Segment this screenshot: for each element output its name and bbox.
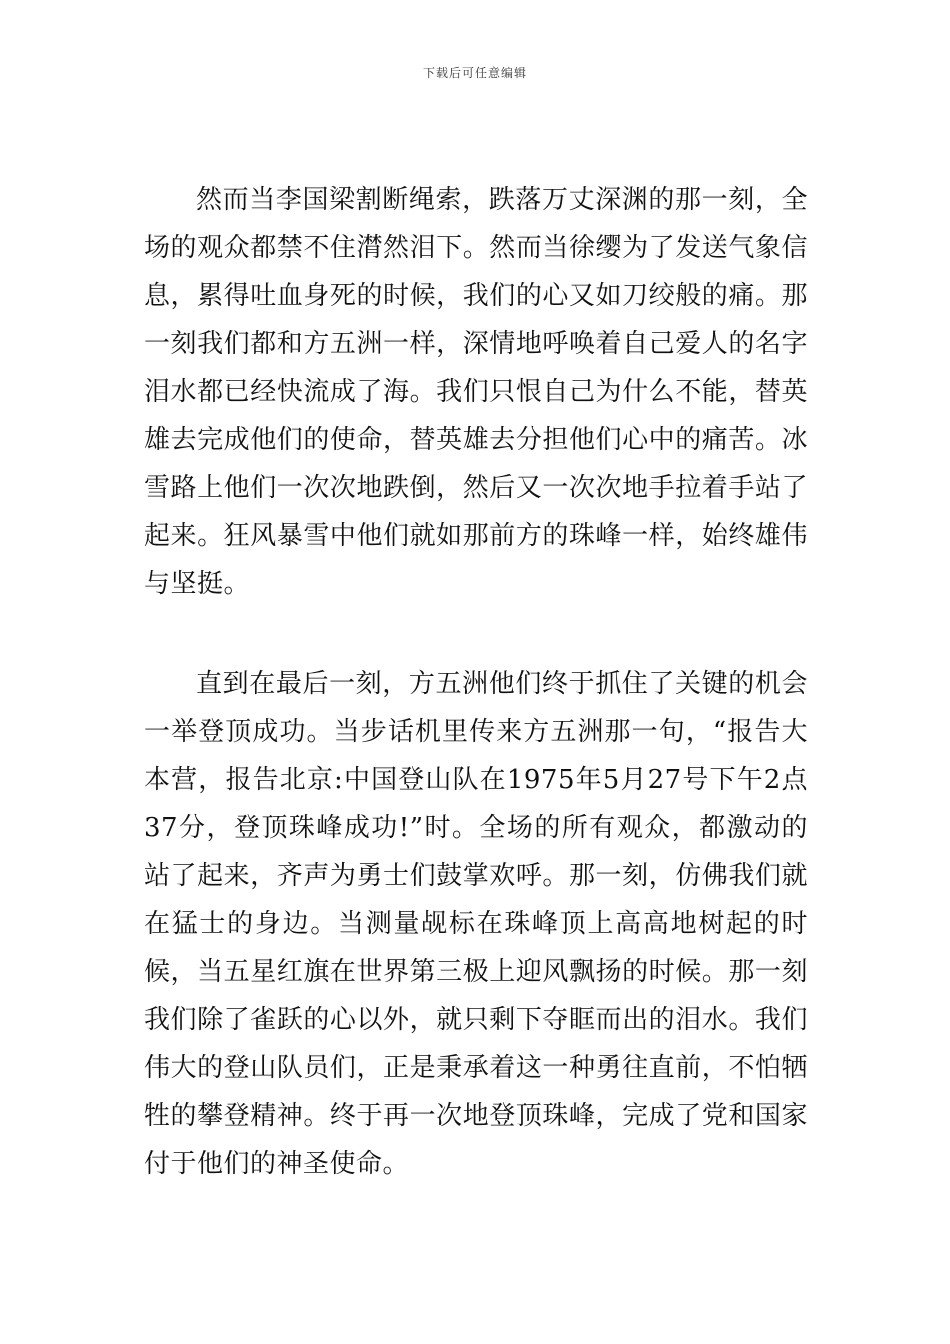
paragraph-1: 然而当李国梁割断绳索，跌落万丈深渊的那一刻，全场的观众都禁不住潸然泪下。然而当徐缨为了发送气象信息，累得吐血身死的时候，我们的心又如刀绞般的痛。那一刻我们都和方五洲一样，深情地呼唤着自己爱人的名字泪水都已经快流成了海。我们只恨自己为什么不能，替英雄去完成他们的使命，替英雄去分担他们心中的痛苦。冰雪路上他们一次次地跌倒，然后又一次次地手拉着手站了起来。狂风暴雪中他们就如那前方的珠峰一样，始终雄伟与坚挺。 — [144, 185, 808, 599]
paragraph-2: 直到在最后一刻，方五洲他们终于抓住了关键的机会一举登顶成功。当步话机里传来方五洲那一句，“报告大本营，报告北京:中国登山队在1975年5月27号下午2点37分，登顶珠峰成功!”时。全场的所有观众，都激动的站了起来，齐声为勇士们鼓掌欢呼。那一刻，仿佛我们就在猛士的身边。当测量觇标在珠峰顶上高高地树起的时候，当五星红旗在世界第三极上迎风飘扬的时候。那一刻我们除了雀跃的心以外，就只剩下夺眶而出的泪水。我们伟大的登山队员们，正是秉承着这一种勇往直前，不怕牺牲的攀登精神。终于再一次地登顶珠峰，完成了党和国家付于他们的神圣使命。 — [144, 669, 808, 1179]
document-body — [144, 176, 808, 1188]
header-note: 下载后可任意编辑 — [422, 66, 527, 80]
